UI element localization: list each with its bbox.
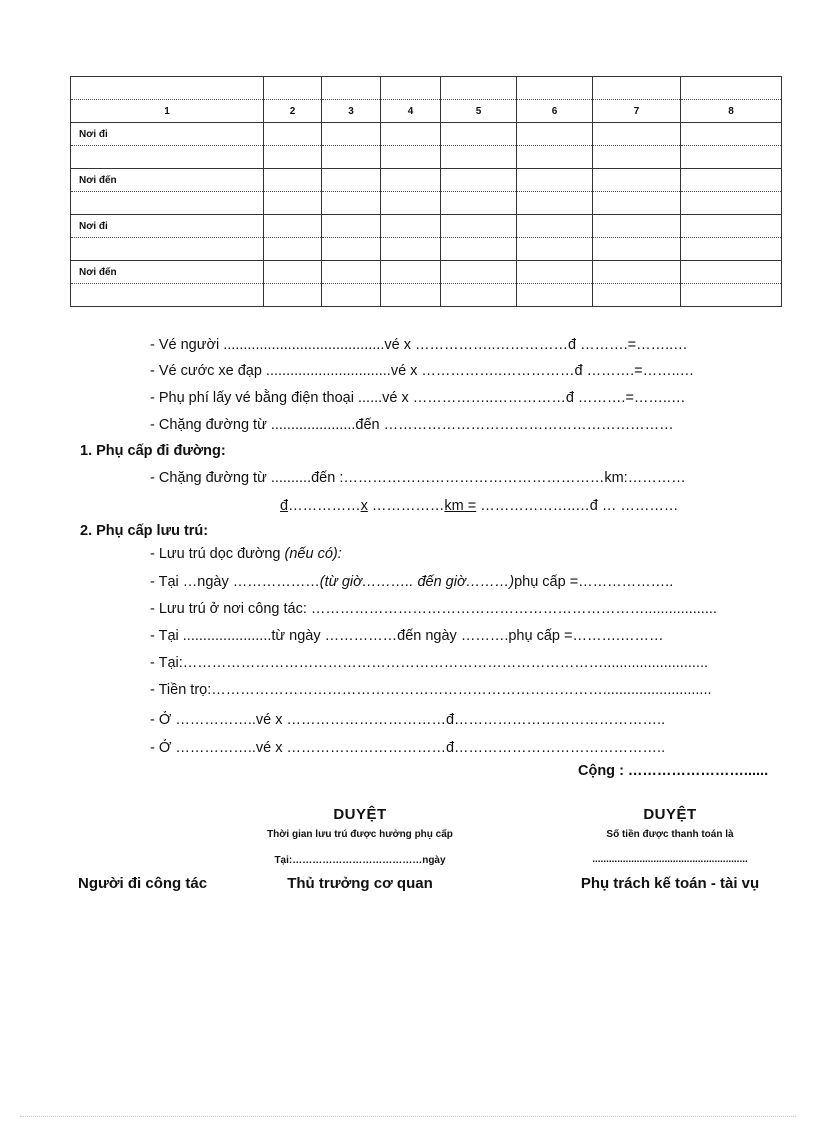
table-blank-row bbox=[71, 77, 782, 100]
table-cell bbox=[593, 146, 681, 169]
row-label: Nơi đi bbox=[71, 215, 264, 238]
table-cell bbox=[681, 284, 782, 307]
table-row bbox=[71, 192, 782, 215]
table-cell bbox=[322, 192, 381, 215]
table-cell bbox=[681, 215, 782, 238]
stay-day-label: - Tại …ngày ……………… bbox=[150, 574, 320, 590]
currency-symbol: đ bbox=[280, 498, 289, 514]
table-cell bbox=[441, 284, 517, 307]
table-cell bbox=[593, 284, 681, 307]
column-number: 8 bbox=[681, 100, 782, 123]
table-cell bbox=[681, 169, 782, 192]
approval-heading: DUYỆT bbox=[333, 806, 387, 823]
table-cell bbox=[264, 192, 322, 215]
table-cell bbox=[381, 123, 441, 146]
calc-result: ………………..…đ … ………… bbox=[476, 498, 679, 514]
table-cell bbox=[441, 123, 517, 146]
table-cell bbox=[441, 77, 517, 100]
table-cell bbox=[441, 192, 517, 215]
table-row bbox=[71, 284, 782, 307]
row-label: Nơi đi bbox=[71, 123, 264, 146]
table-cell bbox=[517, 261, 593, 284]
table-cell bbox=[71, 77, 264, 100]
table-cell bbox=[381, 169, 441, 192]
page-bottom-rule bbox=[20, 1116, 796, 1117]
route-segment-line: - Chặng đường từ .....................đến …………………………………………………… bbox=[150, 417, 674, 433]
table-cell bbox=[264, 261, 322, 284]
table-cell bbox=[381, 77, 441, 100]
table-cell bbox=[322, 238, 381, 261]
allowance-calc-line bbox=[280, 497, 780, 515]
table-cell bbox=[441, 169, 517, 192]
table-cell bbox=[593, 169, 681, 192]
lodging-ticket-line: - Ở ……………..vé x ……………………………đ…………………………………….. bbox=[150, 712, 666, 728]
chief-accountant-label: Phụ trách kế toán - tài vụ bbox=[580, 875, 760, 892]
route-table bbox=[70, 76, 782, 307]
column-number: 1 bbox=[71, 100, 264, 123]
table-cell bbox=[264, 238, 322, 261]
table-cell bbox=[593, 123, 681, 146]
table-cell bbox=[264, 123, 322, 146]
table-cell bbox=[517, 192, 593, 215]
table-cell bbox=[593, 77, 681, 100]
traveler-signature-label: Người đi công tác bbox=[78, 875, 208, 892]
total-line: Cộng : ……………………...... bbox=[578, 763, 769, 779]
table-cell bbox=[264, 284, 322, 307]
table-cell bbox=[593, 261, 681, 284]
table-cell bbox=[517, 169, 593, 192]
table-row bbox=[71, 215, 782, 238]
table-cell bbox=[322, 261, 381, 284]
table-cell bbox=[593, 215, 681, 238]
ticket-bicycle-line: - Vé cước xe đạp ...............................vé x ……………..……………đ ……….=……..… bbox=[150, 363, 695, 379]
table-cell bbox=[681, 261, 782, 284]
table-cell bbox=[381, 238, 441, 261]
stay-day-line bbox=[150, 573, 780, 591]
table-cell bbox=[681, 123, 782, 146]
table-cell bbox=[593, 238, 681, 261]
table-cell bbox=[517, 215, 593, 238]
column-number: 7 bbox=[593, 100, 681, 123]
km-equals: km = bbox=[444, 498, 477, 514]
table-cell bbox=[681, 146, 782, 169]
table-cell bbox=[681, 238, 782, 261]
column-number: 5 bbox=[441, 100, 517, 123]
approval-place-date: Tại:…………………………………ngày bbox=[274, 855, 446, 866]
route-segment-km-line: - Chặng đường từ ..........đến :………………………………………………km:………… bbox=[150, 470, 686, 486]
table-cell bbox=[264, 215, 322, 238]
table-cell bbox=[71, 192, 264, 215]
section-2-title: 2. Phụ cấp lưu trú: bbox=[80, 523, 209, 539]
table-cell bbox=[71, 284, 264, 307]
table-cell bbox=[381, 261, 441, 284]
table-cell bbox=[322, 146, 381, 169]
table-header-row bbox=[71, 100, 782, 123]
section-1-title: 1. Phụ cấp đi đường: bbox=[80, 443, 226, 459]
table-row bbox=[71, 238, 782, 261]
table-cell bbox=[264, 146, 322, 169]
approval-stay-caption: Thời gian lưu trú được hưởng phụ cấp bbox=[267, 829, 453, 840]
lodging-ticket-line: - Ở ……………..vé x ……………………………đ…………………………………….. bbox=[150, 740, 666, 756]
table-row bbox=[71, 123, 782, 146]
table-cell bbox=[517, 123, 593, 146]
roadside-stay-line bbox=[150, 545, 342, 563]
table-cell bbox=[593, 192, 681, 215]
table-cell bbox=[322, 169, 381, 192]
table-cell bbox=[322, 77, 381, 100]
table-cell bbox=[681, 77, 782, 100]
table-cell bbox=[322, 123, 381, 146]
table-cell bbox=[71, 146, 264, 169]
column-number: 4 bbox=[381, 100, 441, 123]
table-cell bbox=[441, 261, 517, 284]
table-cell bbox=[381, 146, 441, 169]
table-cell bbox=[517, 146, 593, 169]
head-of-agency-label: Thủ trưởng cơ quan bbox=[287, 875, 433, 892]
table-cell bbox=[441, 238, 517, 261]
stay-allowance: phụ cấp =……………….. bbox=[514, 574, 674, 590]
table-cell bbox=[322, 284, 381, 307]
table-row bbox=[71, 146, 782, 169]
table-cell bbox=[381, 284, 441, 307]
table-cell bbox=[264, 169, 322, 192]
calc-dots: …………… bbox=[367, 498, 445, 514]
row-label: Nơi đến bbox=[71, 169, 264, 192]
table-cell bbox=[264, 77, 322, 100]
roadside-stay-label: - Lưu trú dọc đường bbox=[150, 546, 285, 562]
calc-dots: …………… bbox=[288, 498, 361, 514]
table-cell bbox=[517, 238, 593, 261]
table-cell bbox=[681, 192, 782, 215]
table-row bbox=[71, 261, 782, 284]
approval-heading: DUYỆT bbox=[643, 806, 697, 823]
table-row bbox=[71, 169, 782, 192]
table-cell bbox=[517, 77, 593, 100]
column-number: 3 bbox=[322, 100, 381, 123]
table-cell bbox=[71, 238, 264, 261]
column-number: 2 bbox=[264, 100, 322, 123]
work-place-stay-line: - Lưu trú ở nơi công tác: …………………………………………………………….................. bbox=[150, 601, 717, 617]
multiply-symbol: x bbox=[360, 498, 368, 514]
row-label: Nơi đến bbox=[71, 261, 264, 284]
roadside-stay-note: (nếu có): bbox=[284, 546, 342, 562]
ticket-person-line: - Vé người ........................................vé x ……………..……………đ ……….=……..… bbox=[150, 337, 688, 353]
table-cell bbox=[441, 215, 517, 238]
table-cell bbox=[322, 215, 381, 238]
table-cell bbox=[441, 146, 517, 169]
table-cell bbox=[381, 192, 441, 215]
stay-hours: (từ giờ……….. đến giờ………) bbox=[319, 574, 515, 590]
approval-amount-caption: Số tiền được thanh toán là bbox=[606, 829, 734, 840]
table-cell bbox=[381, 215, 441, 238]
lodging-fee-line: - Tiền trọ:………………………………………………………………………........................... bbox=[150, 682, 712, 698]
column-number: 6 bbox=[517, 100, 593, 123]
stay-place-line: - Tại:…………………………………………………………………………….......................... bbox=[150, 655, 709, 671]
table-cell bbox=[517, 284, 593, 307]
stay-date-range-line: - Tại ......................từ ngày ……………đến ngày ……….phụ cấp =……….……… bbox=[150, 628, 664, 644]
phone-fee-line: - Phụ phí lấy vé bằng điện thoại ......vé x ……………..……………đ ……….=……..… bbox=[150, 390, 686, 406]
approval-amount-dots: ........................................................ bbox=[592, 854, 748, 865]
